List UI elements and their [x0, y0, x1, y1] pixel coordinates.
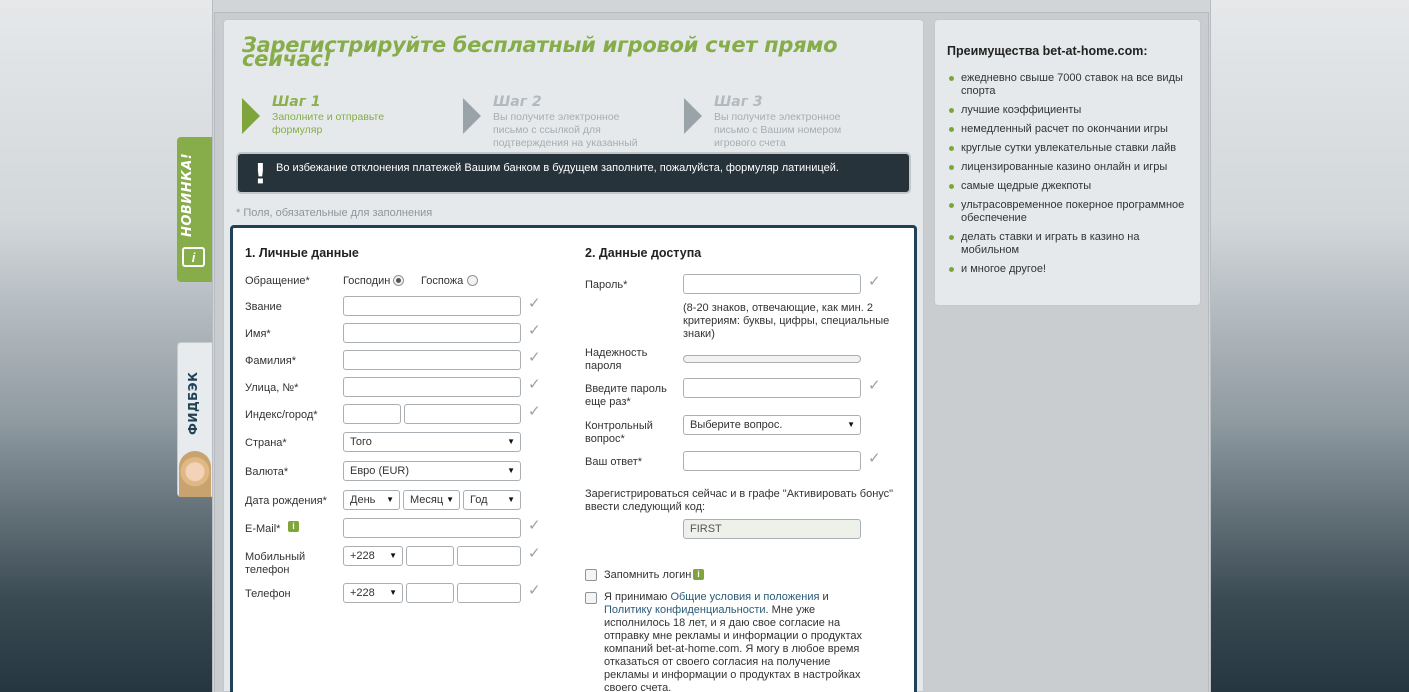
- repeat-password-label: Введите пароль еще раз*: [585, 383, 667, 408]
- salutation-label: Обращение*: [245, 275, 310, 287]
- check-icon: ✓: [868, 273, 881, 290]
- notice-text: Во избежание отклонения платежей Вашим банком в будущем заполните, пожалуйста, формуляр латиницей.: [276, 162, 839, 174]
- list-item: немедленный расчет по окончании игры: [948, 123, 1188, 136]
- bonus-code-field: FIRST: [683, 519, 861, 539]
- list-item: ежедневно свыше 7000 ставок на все виды спорта: [948, 72, 1188, 98]
- check-icon: ✓: [528, 349, 541, 366]
- strength-label: Надежность пароля: [585, 347, 648, 372]
- title-label: Звание: [245, 301, 282, 313]
- latin-notice: [236, 152, 911, 194]
- step-arrow-icon: [463, 98, 481, 134]
- page-title: Зарегистрируйте бесплатный игровой счет прямо сейчас!: [242, 33, 838, 71]
- check-icon: ✓: [528, 295, 541, 312]
- repeat-password-input[interactable]: [683, 378, 861, 398]
- check-icon: ✓: [868, 450, 881, 467]
- password-strength-bar: [683, 355, 861, 363]
- email-label: E-Mail*: [245, 523, 281, 535]
- list-item: самые щедрые джекпоты: [948, 180, 1188, 193]
- street-label: Улица, №*: [245, 382, 299, 394]
- terms-text: [604, 591, 866, 692]
- zip-input[interactable]: [343, 404, 401, 424]
- remember-login-checkbox[interactable]: [585, 569, 597, 581]
- feedback-tab[interactable]: [177, 342, 212, 497]
- required-fields-note: * Поля, обязательные для заполнения: [236, 207, 433, 219]
- birthdate-label: Дата рождения*: [245, 495, 327, 507]
- security-question-select[interactable]: Выберите вопрос. ▼: [683, 415, 861, 435]
- info-icon[interactable]: i: [693, 569, 704, 580]
- salutation-mrs-radio[interactable]: [467, 275, 478, 286]
- step-text: Вы получите электронное письмо с Вашим номером игрового счета: [714, 111, 842, 149]
- step-title: Шаг 3: [714, 94, 763, 110]
- password-label: Пароль*: [585, 279, 628, 291]
- email-input[interactable]: [343, 518, 521, 538]
- check-icon: ✓: [528, 376, 541, 393]
- terms-intro: Я принимаю: [604, 591, 671, 603]
- mobile-area-input[interactable]: [406, 546, 454, 566]
- list-item: лицензированные казино онлайн и игры: [948, 161, 1188, 174]
- phone-area-input[interactable]: [406, 583, 454, 603]
- check-icon: ✓: [528, 582, 541, 599]
- terms-conditions-link[interactable]: Общие условия и положения: [670, 591, 820, 603]
- birth-day-select[interactable]: День ▼: [343, 490, 400, 510]
- feedback-tab-label: ФИДБЭК: [186, 371, 200, 435]
- list-item: круглые сутки увлекательные ставки лайв: [948, 142, 1188, 155]
- privacy-policy-link[interactable]: Политику конфиденциальности: [604, 604, 766, 616]
- country-label: Страна*: [245, 437, 287, 449]
- benefits-title: Преимущества bet-at-home.com:: [947, 44, 1148, 58]
- birth-month-select[interactable]: Месяц ▼: [403, 490, 460, 510]
- currency-label: Валюта*: [245, 466, 289, 478]
- currency-select[interactable]: Евро (EUR) ▼: [343, 461, 521, 481]
- check-icon: ✓: [868, 377, 881, 394]
- exclamation-icon: !: [254, 157, 267, 190]
- salutation-mrs-label: Госпожа: [421, 275, 464, 287]
- personal-section-title: 1. Личные данные: [245, 246, 359, 260]
- salutation-mr-radio[interactable]: [393, 275, 404, 286]
- bonus-instructions: Зарегистрироваться сейчас и в графе "Активировать бонус" ввести следующий код:: [585, 488, 894, 513]
- mobile-code-select[interactable]: +228 ▼: [343, 546, 403, 566]
- terms-checkbox[interactable]: [585, 592, 597, 604]
- title-input[interactable]: [343, 296, 521, 316]
- check-icon: ✓: [528, 322, 541, 339]
- zip-city-label: Индекс/город*: [245, 409, 318, 421]
- terms-rest: . Мне уже исполнилось 18 лет, и я даю свое согласие на отправку мне рекламы и информации о продуктах компаний bet-at-home.com. Я могу в любое время отказаться от своего согласия на получение рекламы и информации о продуктах в настройках своего счета.: [604, 604, 863, 692]
- step-text: Заполните и отправьте формуляр: [272, 111, 385, 136]
- step-title: Шаг 2: [493, 94, 542, 110]
- security-question-label: Контрольный вопрос*: [585, 420, 653, 445]
- step-arrow-icon: [242, 98, 260, 134]
- step-arrow-icon: [684, 98, 702, 134]
- remember-login-label: Запомнить логин: [604, 569, 692, 581]
- step-text: Вы получите электронное письмо с ссылкой для подтверждения на указанный: [493, 111, 638, 149]
- check-icon: ✓: [528, 545, 541, 562]
- first-name-label: Имя*: [245, 328, 271, 340]
- password-input[interactable]: [683, 274, 861, 294]
- list-item: делать ставки и играть в казино на мобильном: [948, 231, 1188, 257]
- salutation-mr-label: Господин: [343, 275, 391, 287]
- last-name-label: Фамилия*: [245, 355, 296, 367]
- answer-input[interactable]: [683, 451, 861, 471]
- access-section-title: 2. Данные доступа: [585, 246, 702, 260]
- info-bubble-icon: i: [182, 247, 205, 267]
- terms-and: и: [819, 591, 829, 603]
- birth-year-select[interactable]: Год ▼: [463, 490, 521, 510]
- list-item: лучшие коэффициенты: [948, 104, 1188, 117]
- new-tab-label: НОВИНКА!: [180, 152, 195, 237]
- support-avatar: [179, 451, 211, 497]
- country-select[interactable]: Того ▼: [343, 432, 521, 452]
- info-icon[interactable]: i: [288, 521, 299, 532]
- phone-label: Телефон: [245, 588, 291, 600]
- street-input[interactable]: [343, 377, 521, 397]
- phone-number-input[interactable]: [457, 583, 521, 603]
- mobile-label: Мобильный телефон: [245, 551, 306, 576]
- phone-code-select[interactable]: +228 ▼: [343, 583, 403, 603]
- new-features-tab[interactable]: [177, 137, 212, 282]
- check-icon: ✓: [528, 517, 541, 534]
- step-title: Шаг 1: [272, 94, 321, 110]
- benefits-list: [948, 72, 1188, 282]
- password-hint: (8-20 знаков, отвечающие, как мин. 2 критериям: буквы, цифры, специальные знаки): [683, 302, 890, 340]
- last-name-input[interactable]: [343, 350, 521, 370]
- list-item: и многое другое!: [948, 263, 1188, 276]
- list-item: ультрасовременное покерное программное обеспечение: [948, 199, 1188, 225]
- first-name-input[interactable]: [343, 323, 521, 343]
- mobile-number-input[interactable]: [457, 546, 521, 566]
- check-icon: ✓: [528, 403, 541, 420]
- answer-label: Ваш ответ*: [585, 456, 643, 468]
- city-input[interactable]: [404, 404, 521, 424]
